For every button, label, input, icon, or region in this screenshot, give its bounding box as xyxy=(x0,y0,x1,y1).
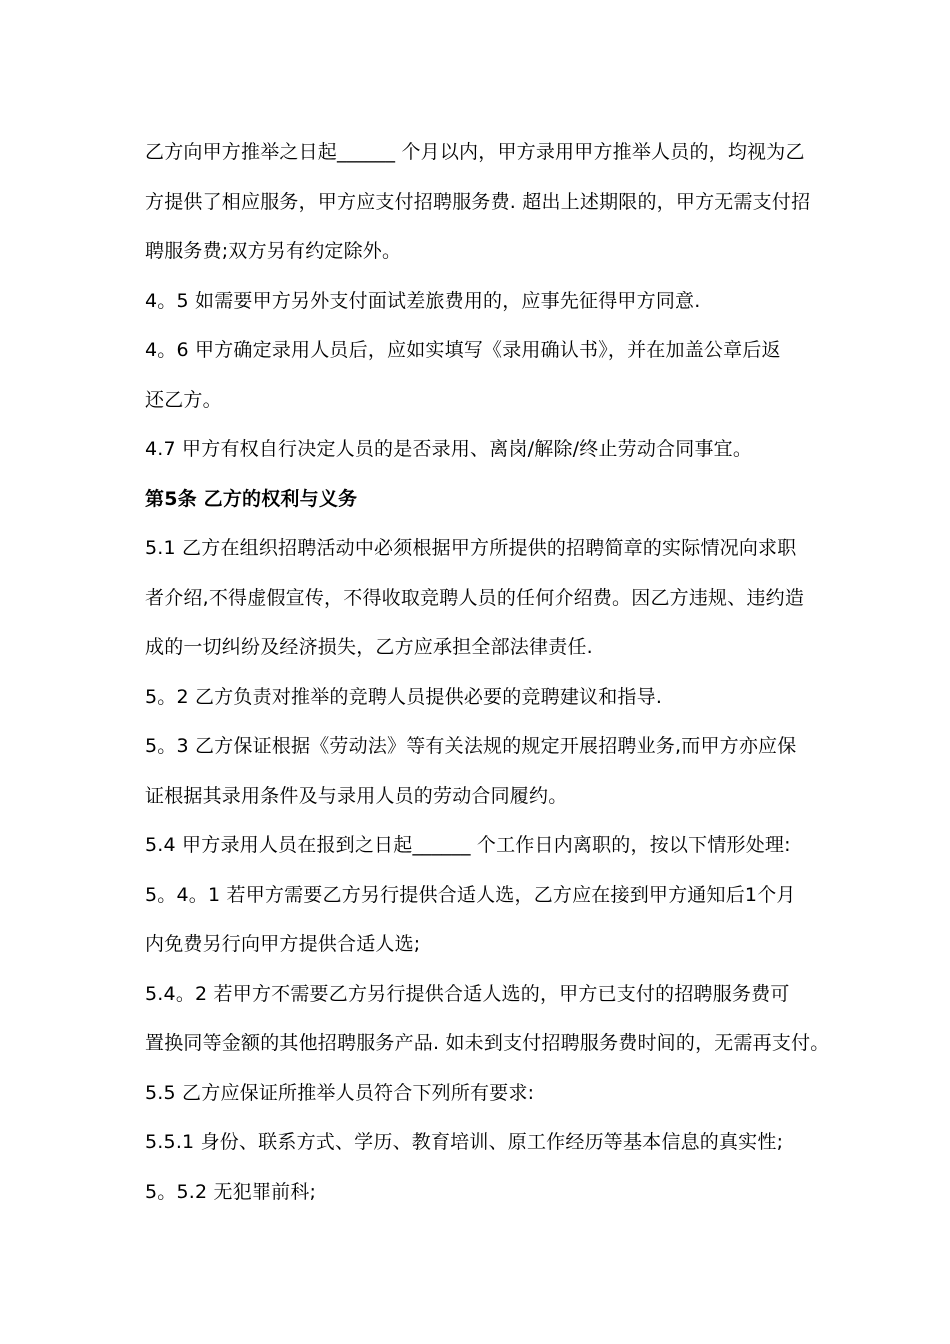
clause-5-3: 5。3 乙方保证根据《劳动法》等有关法规的规定开展招聘业务,而甲方亦应保 xyxy=(145,735,797,757)
text-line: 还乙方。 xyxy=(145,388,222,411)
clause-4-7: 4.7 甲方有权自行决定人员的是否录用、离岗/解除/终止劳动合同事宜。 xyxy=(145,438,753,460)
clause-4-6: 4。6 甲方确定录用人员后，应如实填写《录用确认书》，并在加盖公章后返 xyxy=(145,339,781,361)
text-line: 者介绍,不得虚假宣传，不得收取竞聘人员的任何介绍费。因乙方违规、违约造 xyxy=(145,586,805,609)
text-line: 内免费另行向甲方提供合适人选; xyxy=(145,933,421,955)
clause-5-5-2: 5。5.2 无犯罪前科; xyxy=(145,1180,317,1203)
clause-4-5: 4。5 如需要甲方另外支付面试差旅费用的，应事先征得甲方同意. xyxy=(145,289,701,312)
text-line: 置换同等金额的其他招聘服务产品. 如未到支付招聘服务费时间的，无需再支付。 xyxy=(145,1032,830,1054)
text-line: 聘服务费;双方另有约定除外。 xyxy=(145,240,402,262)
clause-5-4-1: 5。4。1 若甲方需要乙方另行提供合适人选，乙方应在接到甲方通知后1个月 xyxy=(145,883,796,906)
section-heading-article-5: 第5条 乙方的权利与义务 xyxy=(145,487,358,510)
document-body xyxy=(145,130,830,1219)
clause-5-4: 5.4 甲方录用人员在报到之日起______ 个工作日内离职的，按以下情形处理: xyxy=(145,834,791,856)
text-line: 证根据其录用条件及与录用人员的劳动合同履约。 xyxy=(145,784,568,807)
clause-5-4-2: 5.4。2 若甲方不需要乙方另行提供合适人选的，甲方已支付的招聘服务费可 xyxy=(145,982,790,1005)
clause-5-5-1: 5.5.1 身份、联系方式、学历、教育培训、原工作经历等基本信息的真实性; xyxy=(145,1131,784,1153)
text-line: 成的一切纠纷及经济损失，乙方应承担全部法律责任. xyxy=(145,636,593,658)
clause-5-2: 5。2 乙方负责对推举的竞聘人员提供必要的竞聘建议和指导. xyxy=(145,685,663,708)
text-line: 方提供了相应服务，甲方应支付招聘服务费. 超出上述期限的，甲方无需支付招 xyxy=(145,190,811,213)
clause-5-5: 5.5 乙方应保证所推举人员符合下列所有要求: xyxy=(145,1081,535,1104)
text-line: 乙方向甲方推举之日起______ 个月以内，甲方录用甲方推举人员的，均视为乙 xyxy=(145,141,805,163)
clause-5-1: 5.1 乙方在组织招聘活动中必须根据甲方所提供的招聘简章的实际情况向求职 xyxy=(145,537,797,559)
